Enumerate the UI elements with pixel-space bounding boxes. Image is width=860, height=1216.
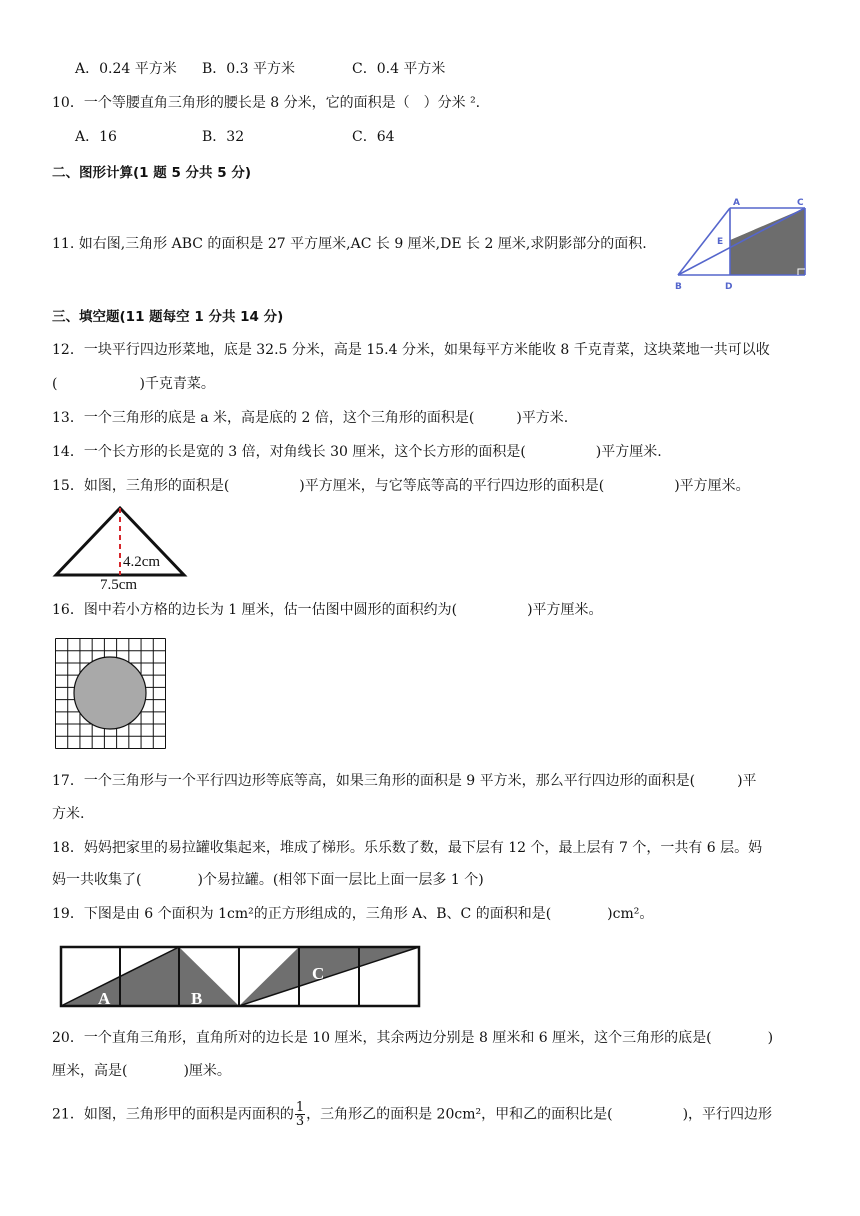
- q9-option-a: A．0.24 平方米: [75, 61, 177, 77]
- q21-text: [52, 1101, 772, 1128]
- q21-fraction-denominator: 3: [295, 1114, 305, 1129]
- q16-circle: [74, 657, 146, 729]
- q21-prefix: 21．如图，三角形甲的面积是丙面积的: [52, 1106, 294, 1123]
- q11-label-d: D: [725, 282, 733, 292]
- q11-text: 11. 如右图,三角形 ABC 的面积是 27 平方厘米,AC 长 9 厘米,DE 长 2 厘米,求阴影部分的面积.: [52, 236, 647, 252]
- q15-triangle-figure: [52, 500, 192, 593]
- q15-text: 15．如图，三角形的面积是( )平方厘米，与它等底等高的平行四边形的面积是( )平方厘米。: [52, 478, 750, 494]
- q17-line2: 方米.: [52, 806, 85, 822]
- q14-text: 14．一个长方形的长是宽的 3 倍，对角线长 30 厘米，这个长方形的面积是( )平方厘米.: [52, 444, 662, 460]
- q11-label-e: E: [717, 237, 724, 247]
- q10-option-a: A．16: [75, 129, 117, 145]
- q12-line2: [52, 374, 215, 394]
- section2-title: 二、图形计算(1 题 5 分共 5 分): [52, 165, 252, 181]
- q10-option-b: B．32: [202, 129, 245, 145]
- q12-open-paren: (: [52, 376, 58, 392]
- q19-triangle-b: [179, 947, 239, 1006]
- q15-height-label: 4.2cm: [123, 554, 161, 570]
- q11-figure: [672, 196, 812, 291]
- q19-label-c: C: [312, 964, 325, 983]
- q11-label-a: A: [733, 198, 740, 208]
- q21-fraction-numerator: 1: [295, 1100, 305, 1115]
- q13-text: 13．一个三角形的底是 a 米，高是底的 2 倍，这个三角形的面积是( )平方米.: [52, 410, 569, 426]
- q11-label-c: C: [797, 198, 804, 208]
- q18-line2: 妈一共收集了( )个易拉罐。(相邻下面一层比上面一层多 1 个): [52, 872, 484, 888]
- q19-label-a: A: [98, 989, 111, 1008]
- q12-line1: 12．一块平行四边形菜地，底是 32.5 分米，高是 15.4 分米，如果每平方米能收 8 千克青菜，这块菜地一共可以收: [52, 342, 770, 358]
- q16-text: 16．图中若小方格的边长为 1 厘米，估一估图中圆形的面积约为( )平方厘米。: [52, 602, 603, 618]
- q12-close-text: )千克青菜。: [139, 376, 215, 392]
- q11-label-b: B: [675, 282, 682, 292]
- q21-fraction: [295, 1101, 305, 1128]
- q17-line1: 17．一个三角形与一个平行四边形等底等高，如果三角形的面积是 9 平方米，那么平行四边形的面积是( )平: [52, 773, 757, 789]
- q9-option-c: C．0.4 平方米: [352, 61, 446, 77]
- q10-text: 10．一个等腰直角三角形的腰长是 8 分米，它的面积是（ ）分米 ².: [52, 95, 481, 111]
- q15-base-label: 7.5cm: [100, 577, 138, 593]
- section3-title: 三、填空题(11 题每空 1 分共 14 分): [52, 309, 284, 325]
- q18-line1: 18．妈妈把家里的易拉罐收集起来，堆成了梯形。乐乐数了数，最下层有 12 个，最上层有 7 个，一共有 6 层。妈: [52, 840, 763, 856]
- q20-line1: 20．一个直角三角形，直角所对的边长是 10 厘米，其余两边分别是 8 厘米和 6 厘米，这个三角形的底是( ): [52, 1030, 774, 1046]
- q9-option-b: B．0.3 平方米: [202, 61, 296, 77]
- q16-grid-figure: [55, 638, 167, 750]
- q19-text: 19．下图是由 6 个面积为 1cm²的正方形组成的，三角形 A、B、C 的面积和是( )cm²。: [52, 906, 654, 922]
- q19-squares-figure: [58, 942, 430, 1012]
- q21-suffix: ，三角形乙的面积是 20cm²，甲和乙的面积比是( )，平行四边形: [306, 1106, 773, 1123]
- q10-option-c: C．64: [352, 129, 395, 145]
- q20-line2: 厘米，高是( )厘米。: [52, 1063, 231, 1079]
- q19-label-b: B: [191, 989, 203, 1008]
